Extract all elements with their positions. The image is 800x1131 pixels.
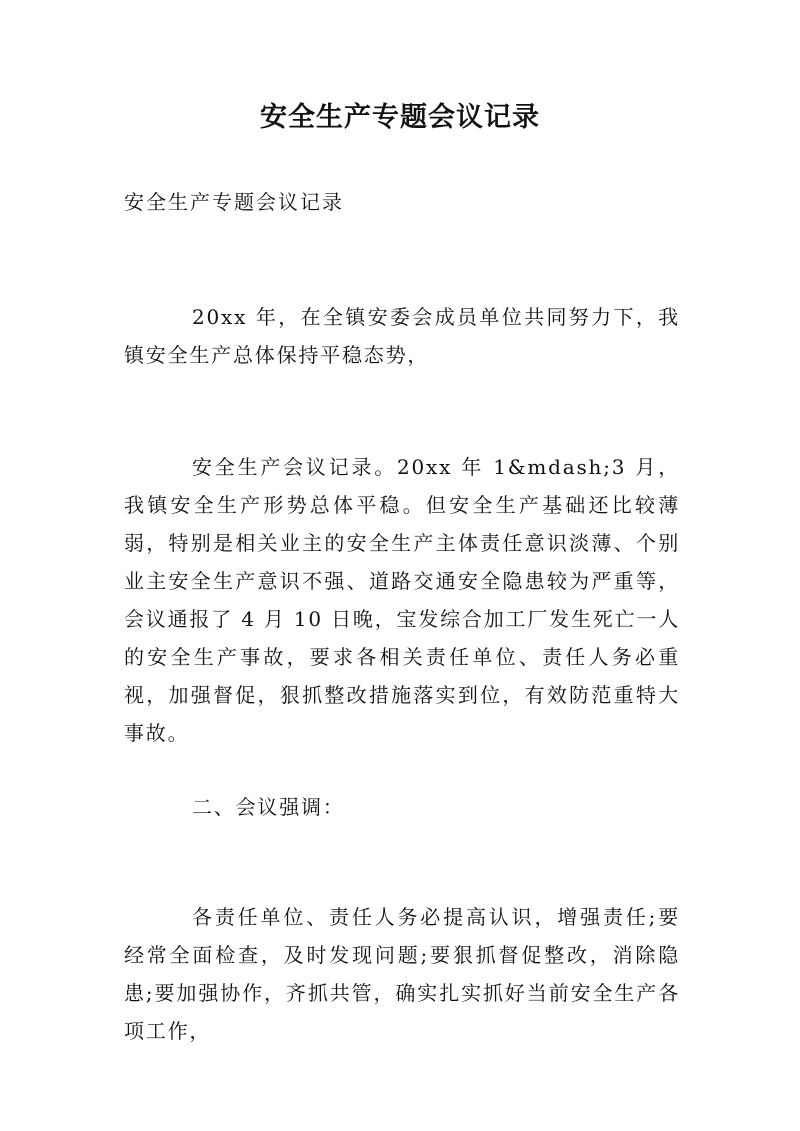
- paragraph-intro: 20xx 年，在全镇安委会成员单位共同努力下，我镇安全生产总体保持平稳态势，: [124, 305, 680, 367]
- document-subtitle: 安全生产专题会议记录: [124, 190, 344, 214]
- paragraph-meeting-record: 安全生产会议记录。20xx 年 1&mdash;3 月，我镇安全生产形势总体平稳。但安全生产基础还比较薄弱，特别是相关业主的安全生产主体责任意识淡薄、个别业主安全生产意识不强、道路交通安全隐患较为严重等，会议通报了 4 月 10 日晚，宝发综合加工厂发生死亡一人的安全生产事故，要求各相关责任单位、责任人务必重视，加强督促，狠抓整改措施落实到位，有效防范重特大事故。: [124, 455, 680, 745]
- document-title: 安全生产专题会议记录: [260, 102, 540, 133]
- paragraph-requirements: 各责任单位、责任人务必提高认识，增强责任;要经常全面检查，及时发现问题;要狠抓督促整改，消除隐患;要加强协作，齐抓共管，确实扎实抓好当前安全生产各项工作，: [124, 905, 680, 1043]
- section-heading-meeting-emphasis: 二、会议强调：: [192, 795, 345, 819]
